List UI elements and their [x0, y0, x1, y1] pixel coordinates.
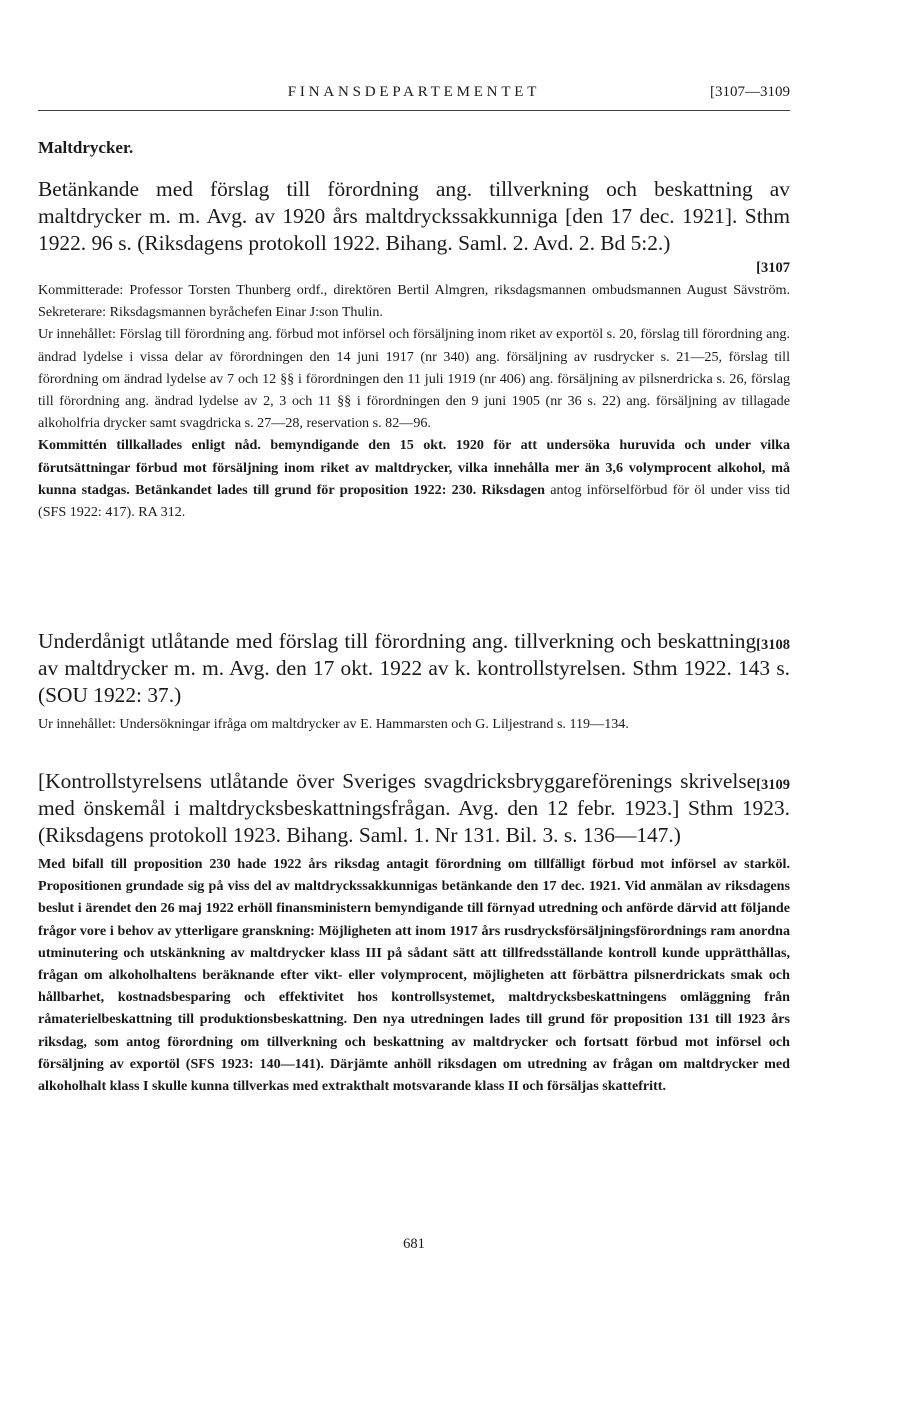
entry-title-text: Underdånigt utlåtande med förslag till förordning ang. tillverkning och beskattning av maltdrycker m. m. Avg. den 17 okt. 1922 av k. kontrollstyrelsen. Sthm 1922. 143 s. (SOU 1922: 37.)	[38, 629, 790, 707]
entry-3107	[38, 176, 790, 523]
paragraph-text: Ur innehållet: Undersökningar ifråga om maltdrycker av E. Hammarsten och G. Liljestrand s. 119—134.	[38, 716, 629, 732]
entry-number: [3107	[756, 260, 790, 276]
contents-summary	[38, 713, 790, 735]
entry-title-text: [Kontrollstyrelsens utlåtande över Sveriges svagdricksbryggareförenings skrivelse med önskemål i maltdrycksbeskattningsfrågan. Avg. den 12 febr. 1923.] Sthm 1923. (Riksdagens protokoll 1923. Bihang. Saml. 1. Nr 131. Bil. 3. s. 136—147.)	[38, 769, 790, 847]
paragraph-lead: Kommittén tillkallades enligt nåd. bemyndigande den 15 okt. 1920 för att undersöka huruvida och under vilka förutsättningar förbud mot försäljning inom riket av maltdrycker, vilka innehålla mer än 3,6 volymprocent alkohol, må kunna stadgas. Betänkandet lades till grund för proposition 1922: 230. Riksdagen	[38, 437, 790, 498]
page-number: 681	[403, 1236, 425, 1252]
entry-abstract	[38, 853, 790, 1097]
running-header	[38, 84, 790, 111]
contents-summary	[38, 323, 790, 434]
committee-members	[38, 279, 790, 323]
entry-title	[38, 768, 790, 849]
paragraph-text: Ur innehållet: Förslag till förordning ang. förbud mot införsel och försäljning inom riket av exportöl s. 20, förslag till förordning ang. ändrad lydelse i vissa delar av förordningen den 14 juni 1917 (nr 340) ang. försäljning av rusdrycker s. 21—25, förslag till förordning om ändrad lydelse av 7 och 12 §§ i förordningen den 11 juli 1919 (nr 406) ang. försäljning av pilsnerdricka s. 26, förslag till förordning ang. ändrad lydelse av 2, 3 och 11 §§ i förordningen den 9 juni 1905 (nr 36 s. 22) ang. försäljning av tillagade alkoholfria drycker samt svagdricka s. 27—28, reservation s. 82—96.	[38, 326, 790, 432]
paragraph-text: Kommitterade: Professor Torsten Thunberg ordf., direktören Bertil Almgren, riksdagsmannen ombudsmannen August Sävström. Sekreterare: Riksdagsmannen byråchefen Einar J:son Thulin.	[38, 282, 790, 321]
paragraph-lead: Med bifall till proposition 230 hade 1922 års riksdag antagit förordning om tillfälligt förbud mot införsel av starköl. Propositionen grundade sig på viss del av maltdryckssakkunnigas betänkande den 17 dec. 1921. Vid anmälan av riksdagens beslut i ärendet den 26 maj 1922 erhöll finansministern bemyndigande till förnyad utredning och anförde därvid att följande frågor vore i behov av ytterligare granskning: Möjligheten att inom 1917 års rusdrycksförsäljningsförordnings ram anordna utminutering och utskänkning av maltdrycker klass III på sådant sätt att tillfredsställande kontroll kunde upprätthållas, frågan om alkoholhaltens beräknande efter vikt- eller volymprocent, möjligheten att förbättra pilsnerdrickats smak och hållbarhet, kostnadsbesparing och effektivitet hos kontrollsystemet, maltdrycksbeskattningens omläggning från råmaterielbeskattning till produktionsbeskattning. Den nya utredningen lades till grund för proposition 131 till 1923 års riksdag, som antog förordning om tillverkning och beskattning av maltdrycker och fortsatt förbud mot införsel och försäljning av exportöl (SFS 1923: 140—141). Därjämte anhöll riksdagen om utredning av frågan om maltdrycker med alkoholhalt klass I skulle kunna tillverkas med extrakthalt motsvarande klass II och försäljas skattefritt.	[38, 856, 790, 1095]
section-heading: Maltdrycker.	[38, 138, 134, 157]
entry-abstract	[38, 434, 790, 523]
entry-3108	[38, 628, 790, 735]
running-title: FINANSDEPARTEMENTET	[287, 84, 541, 100]
entry-range: [3107—3109	[710, 84, 790, 100]
paragraph-text: antog införselförbud för öl under viss tid (SFS 1922: 417). RA 312.	[38, 481, 790, 521]
entry-number: [3109	[756, 777, 790, 793]
entry-title	[38, 628, 790, 709]
entry-number: [3108	[756, 637, 790, 653]
entry-title: Betänkande med förslag till förordning ang. tillverkning och beskattning av maltdrycker m. m. Avg. av 1920 års maltdryckssakkunniga [den 17 dec. 1921]. Sthm 1922. 96 s. (Riksdagens protokoll 1922. Bihang. Saml. 2. Avd. 2. Bd 5:2.)	[38, 177, 790, 255]
entry-3109	[38, 768, 790, 1097]
